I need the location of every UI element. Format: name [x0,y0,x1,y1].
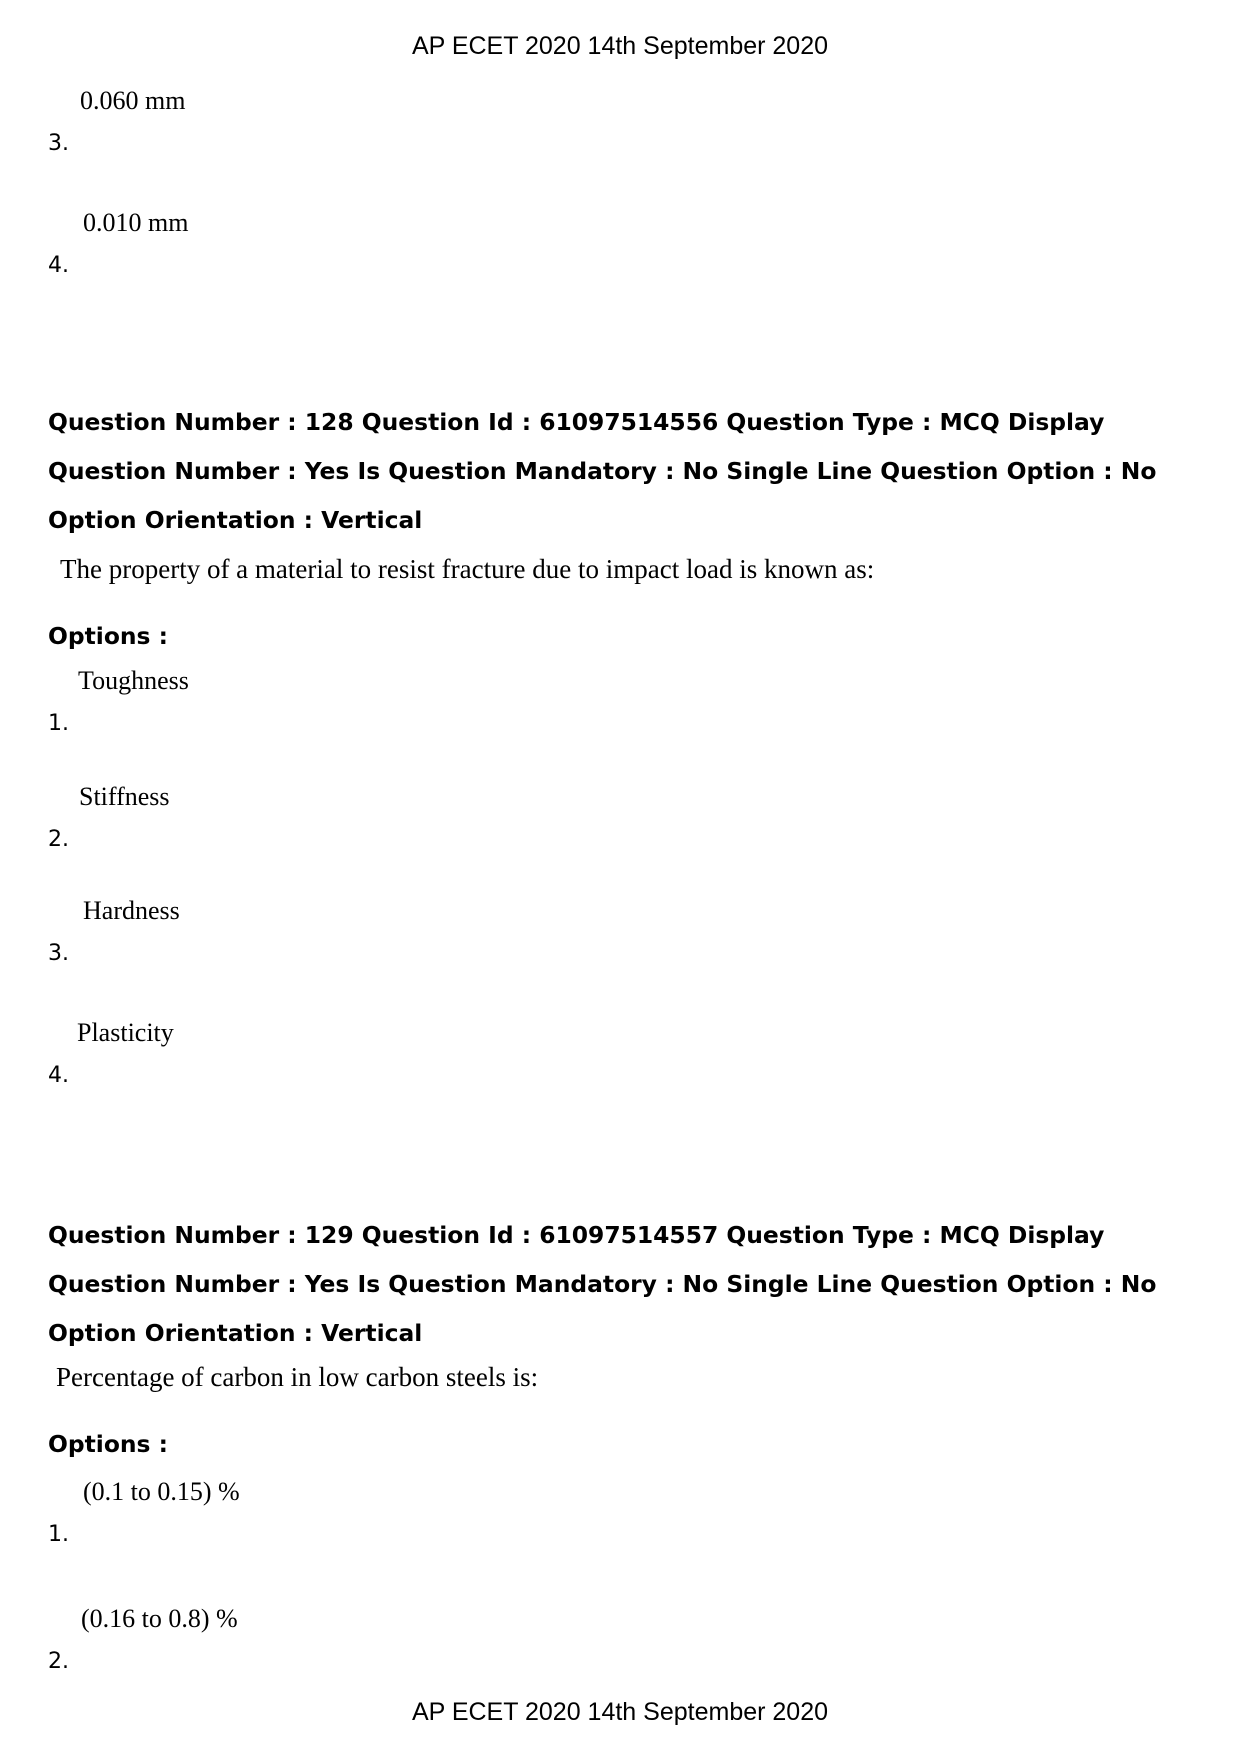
option-number: 1. [48,1522,69,1547]
question-text: Percentage of carbon in low carbon steels is: [56,1362,539,1392]
question-meta: Question Number : 129 Question Id : 61097514557 Question Type : MCQ Display Question Number : Yes Is Question Mandatory : No Single Line Question Option : No Option Orientation : Vertical [48,1221,1157,1347]
page-footer: AP ECET 2020 14th September 2020 [411,1698,829,1726]
option-number: 3. [48,131,69,156]
option-item [48,1018,648,1088]
option-item [48,208,648,278]
option-number: 3. [48,941,69,966]
option-number: 4. [48,1063,69,1088]
option-item [48,896,648,966]
option-item [48,666,648,736]
page-header: AP ECET 2020 14th September 2020 [411,32,829,60]
option-text: (0.16 to 0.8) % [81,1604,238,1633]
option-text: Hardness [83,896,180,925]
question-meta: Question Number : 128 Question Id : 61097514556 Question Type : MCQ Display Question Number : Yes Is Question Mandatory : No Single Line Question Option : No Option Orientation : Vertical [48,408,1157,534]
options-label: Options : [48,1430,168,1458]
option-item [48,782,648,852]
option-text: Plasticity [77,1018,174,1047]
option-text: 0.010 mm [83,208,189,237]
option-text: (0.1 to 0.15) % [83,1477,240,1506]
option-text: Stiffness [79,782,170,811]
option-number: 1. [48,711,69,736]
option-text: 0.060 mm [80,86,186,115]
option-item [48,86,648,156]
options-label: Options : [48,622,168,650]
option-item [48,1604,648,1674]
option-number: 4. [48,253,69,278]
option-text: Toughness [78,666,189,695]
option-number: 2. [48,827,69,852]
option-number: 2. [48,1649,69,1674]
option-item [48,1477,648,1547]
question-text: The property of a material to resist fracture due to impact load is known as: [60,554,875,584]
